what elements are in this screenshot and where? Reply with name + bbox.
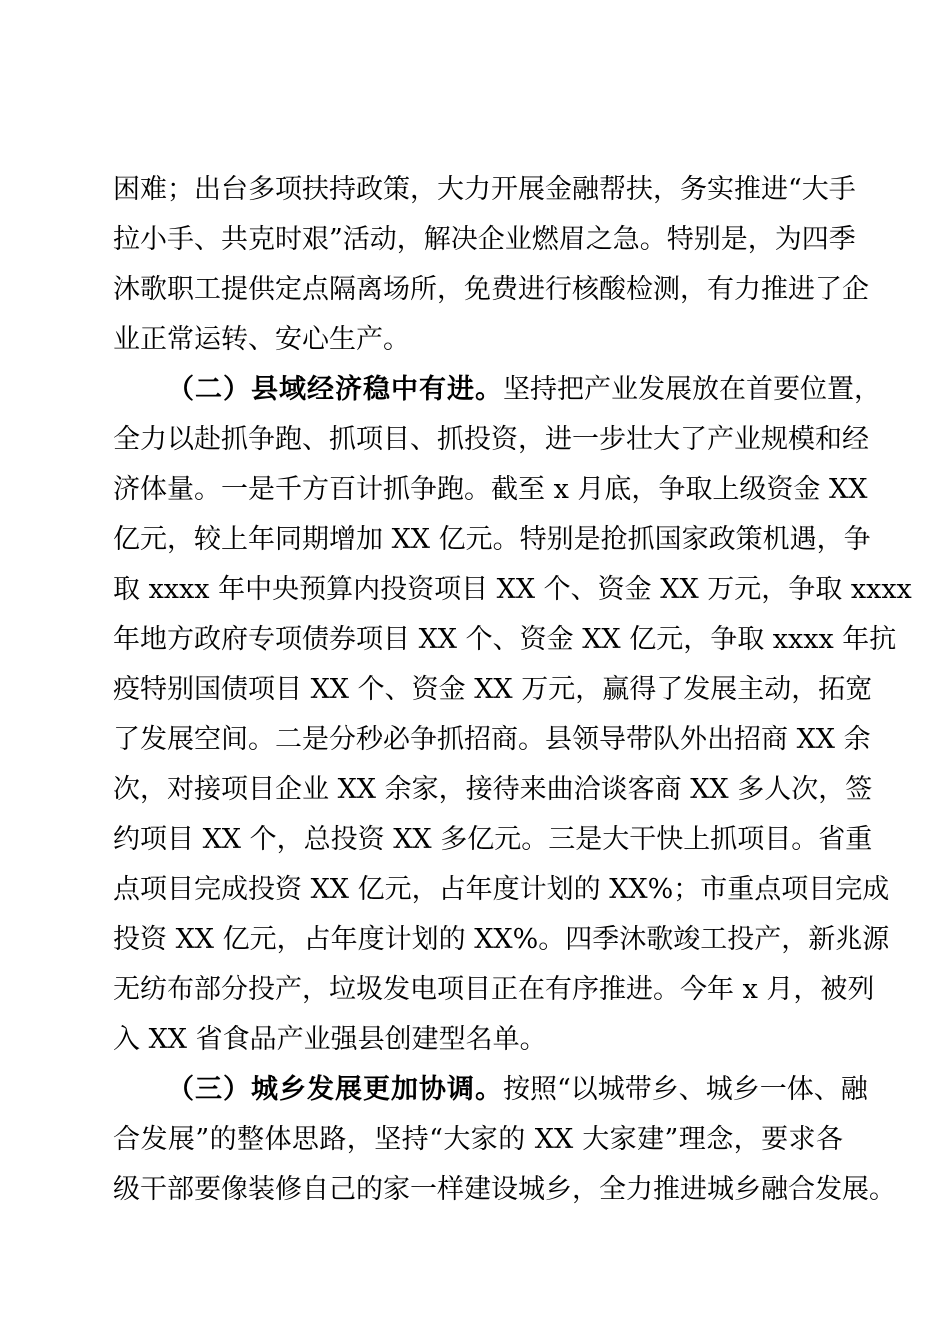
paragraph-2-line: 亿元，较上年同期增加 XX 亿元。特别是抢抓国家政策机遇，争 — [113, 524, 871, 555]
paragraph-2-line: 点项目完成投资 XX 亿元，占年度计划的 XX%；市重点项目完成 — [113, 874, 890, 905]
paragraph-3-first-line-text: 按照“以城带乡、城乡一体、融 — [503, 1074, 868, 1105]
document-body — [113, 165, 912, 1215]
paragraph-3-line: 级干部要像装修自己的家一样建设城乡，全力推进城乡融合发展。 — [113, 1174, 896, 1205]
paragraph-2-line: 约项目 XX 个，总投资 XX 多亿元。三是大干快上抓项目。省重 — [113, 824, 873, 855]
section-heading-3: （三）城乡发展更加协调。 — [167, 1074, 503, 1105]
paragraph-1-line: 拉小手、共克时艰”活动，解决企业燃眉之急。特别是，为四季 — [113, 224, 856, 255]
paragraph-2-line: 次，对接项目企业 XX 余家，接待来曲洽谈客商 XX 多人次，签 — [113, 774, 873, 805]
section-heading-2: （二）县域经济稳中有进。 — [167, 374, 503, 405]
paragraph-2-line: 年地方政府专项债券项目 XX 个、资金 XX 亿元，争取 xxxx 年抗 — [113, 624, 897, 655]
paragraph-3-line: 合发展”的整体思路，坚持“大家的 XX 大家建”理念，要求各 — [113, 1124, 843, 1155]
paragraph-3-first-line — [113, 1065, 868, 1115]
paragraph-2-line: 取 xxxx 年中央预算内投资项目 XX 个、资金 XX 万元，争取 xxxx — [113, 574, 912, 605]
paragraph-1-line: 困难；出台多项扶持政策，大力开展金融帮扶，务实推进“大手 — [113, 174, 856, 205]
paragraph-1-line: 业正常运转、安心生产。 — [113, 324, 410, 355]
paragraph-2-line: 无纺布部分投产，垃圾发电项目正在有序推进。今年 x 月，被列 — [113, 974, 875, 1005]
paragraph-2-line: 入 XX 省食品产业强县创建型名单。 — [113, 1024, 547, 1055]
paragraph-2-line: 疫特别国债项目 XX 个、资金 XX 万元，赢得了发展主动，拓宽 — [113, 674, 873, 705]
paragraph-2-line: 了发展空间。二是分秒必争抓招商。县领导带队外出招商 XX 余 — [113, 724, 871, 755]
paragraph-2-line: 全力以赴抓争跑、抓项目、抓投资，进一步壮大了产业规模和经 — [113, 424, 869, 455]
paragraph-2-line: 济体量。一是千方百计抓争跑。截至 x 月底，争取上级资金 XX — [113, 474, 868, 505]
paragraph-2-first-line-text: 坚持把产业发展放在首要位置， — [503, 374, 881, 405]
paragraph-2-first-line — [113, 365, 881, 415]
paragraph-2-line: 投资 XX 亿元，占年度计划的 XX%。四季沐歌竣工投产，新兆源 — [113, 924, 890, 955]
paragraph-1-line: 沐歌职工提供定点隔离场所，免费进行核酸检测，有力推进了企 — [113, 274, 869, 305]
